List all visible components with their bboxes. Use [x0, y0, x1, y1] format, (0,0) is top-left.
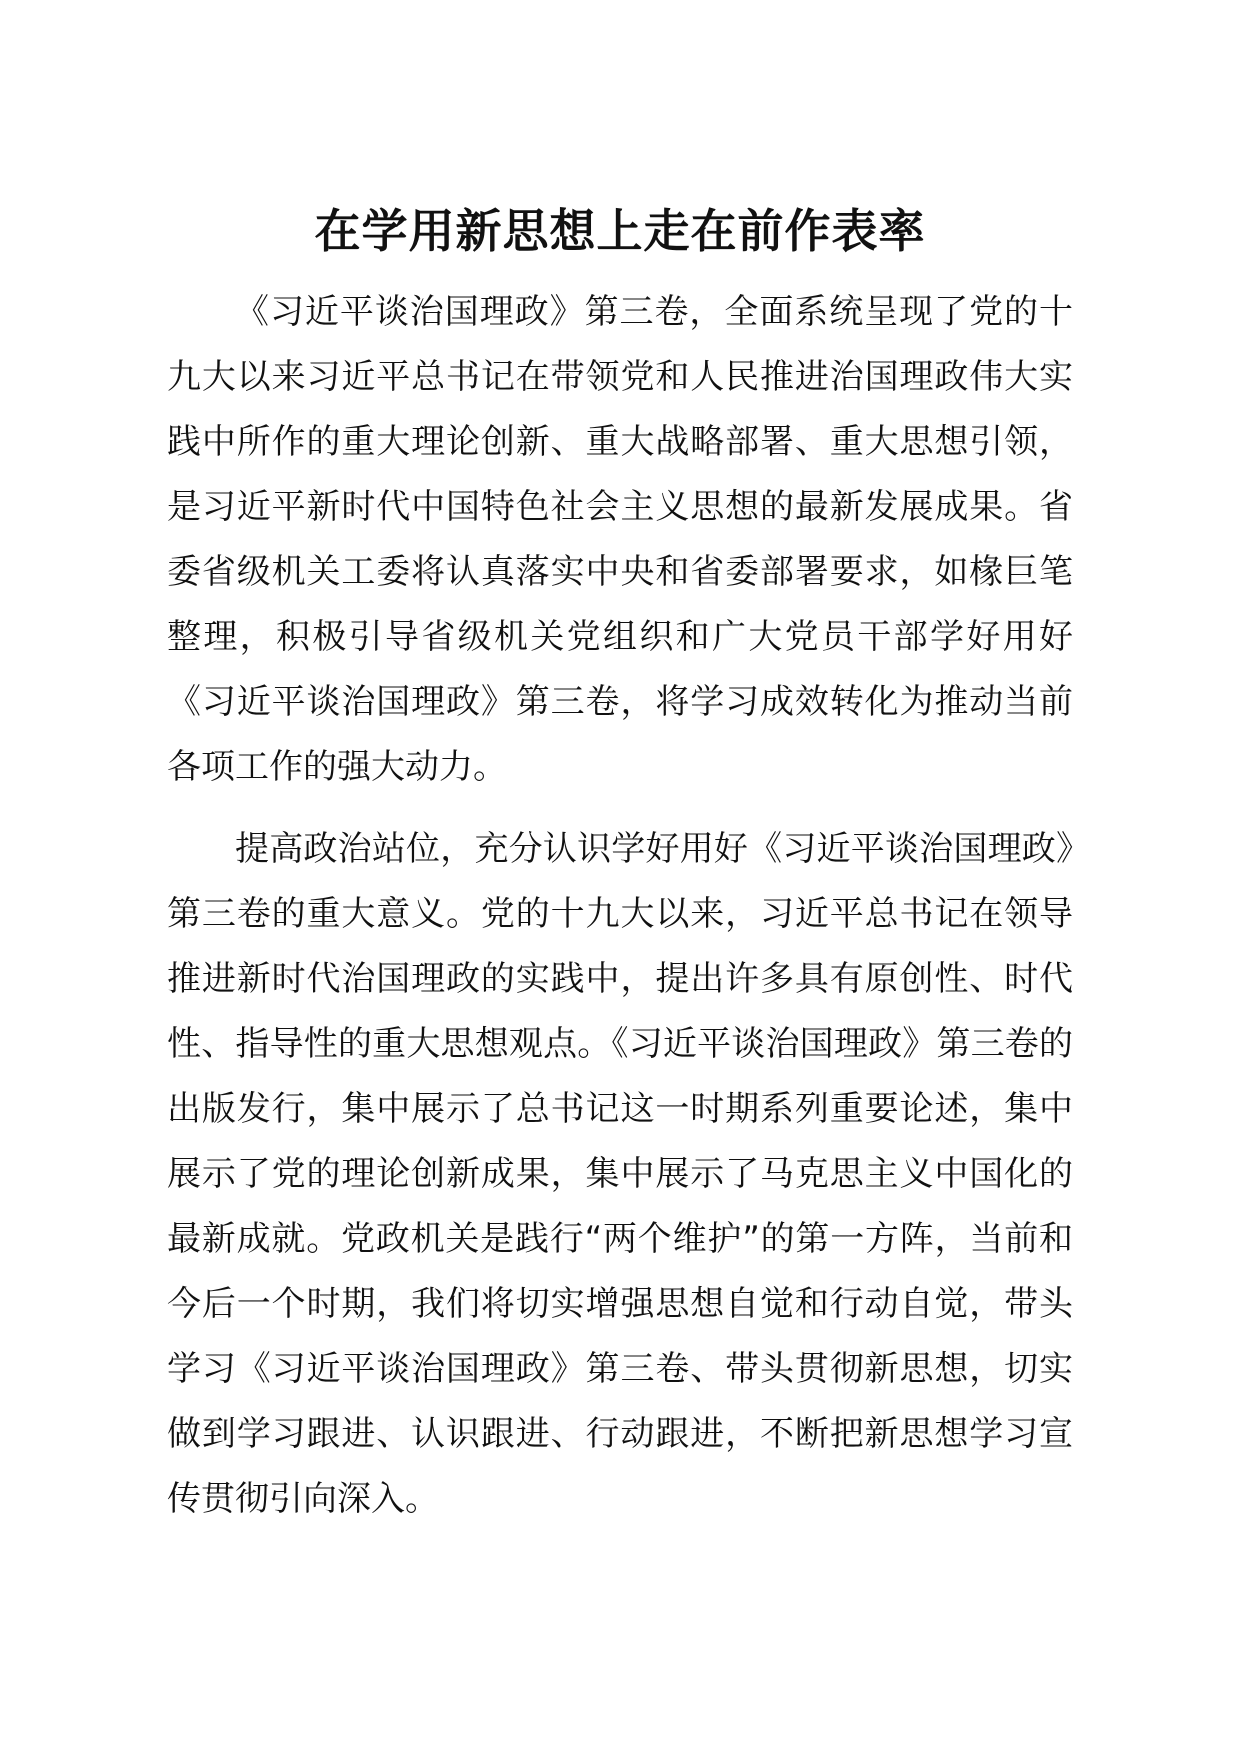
document-body — [167, 280, 1073, 1549]
document-title: 在学用新思想上走在前作表率 — [314, 204, 926, 258]
paragraph: 《习近平谈治国理政》第三卷，全面系统呈现了党的十九大以来习近平总书记在带领党和人民推进治国理政伟大实践中所作的重大理论创新、重大战略部署、重大思想引领，是习近平新时代中国特色社会主义思想的最新发展成果。省委省级机关工委将认真落实中央和省委部署要求，如椽巨笔整理，积极引导省级机关党组织和广大党员干部学好用好《习近平谈治国理政》第三卷，将学习成效转化为推动当前各项工作的强大动力。 — [167, 292, 1073, 787]
paragraph: 提高政治站位，充分认识学好用好《习近平谈治国理政》第三卷的重大意义。党的十九大以来，习近平总书记在领导推进新时代治国理政的实践中，提出许多具有原创性、时代性、指导性的重大思想观点。《习近平谈治国理政》第三卷的出版发行，集中展示了总书记这一时期系列重要论述，集中展示了党的理论创新成果，集中展示了马克思主义中国化的最新成就。党政机关是践行“两个维护”的第一方阵，当前和今后一个时期，我们将切实增强思想自觉和行动自觉，带头学习《习近平谈治国理政》第三卷、带头贯彻新思想，切实做到学习跟进、认识跟进、行动跟进，不断把新思想学习宣传贯彻引向深入。 — [167, 829, 1073, 1519]
